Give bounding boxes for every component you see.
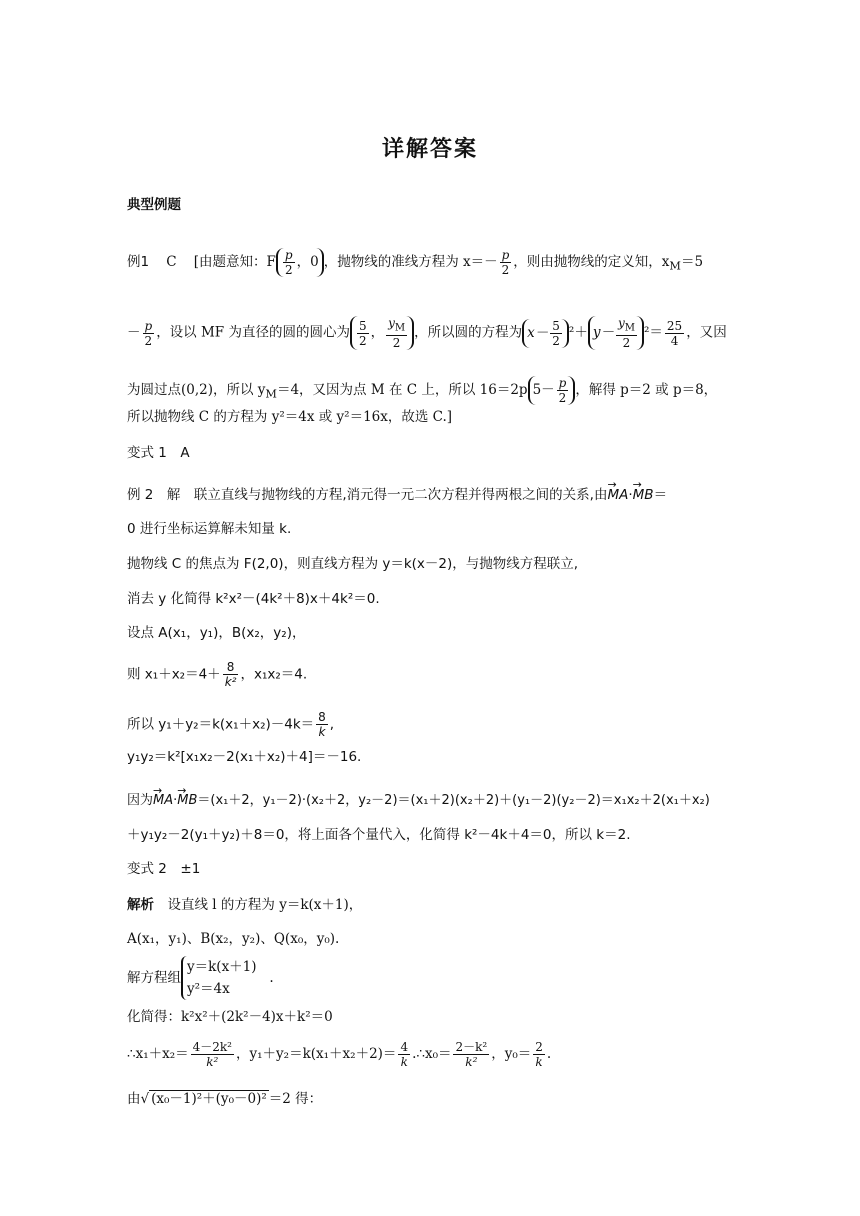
text: ，所以圆的方程为 bbox=[414, 324, 523, 341]
example-1-line-3: 为圆过点(0,2)，所以 $y_M=4$，又因为点 M 在 C 上，所以 16＝2p 5－ $\frac{p}{2}$ ，解得 p＝2 或 p＝8， bbox=[127, 376, 718, 405]
variant-2-line-2: A(x₁，y₁)、B(x₂，y₂)、Q(x₀，y₀). bbox=[127, 931, 340, 947]
variant-2-line-3: 解方程组 y＝k(x＋1) y²＝4x . bbox=[127, 956, 274, 1000]
vector-MB: → MB bbox=[177, 793, 197, 808]
variant-2-line-5: ∴x₁＋x₂＝ $\frac{\text{4－2k²}}{\text{k²}}$ ，y₁＋y₂＝k(x₁＋x₂＋2)＝ $\frac{4}{k}$ .∴x₀＝ $\frac{\text{2－k²}}{\text{k²}}$ ，y₀＝ $\frac{2}{k}$ . bbox=[127, 1040, 552, 1069]
text: ＝5 bbox=[680, 254, 704, 270]
text: [由题意知：F bbox=[193, 254, 276, 270]
paren-group: $\frac{p}{2}$ ，0 bbox=[276, 248, 324, 277]
example-2-line-10: ＋y₁y₂－2(y₁＋y₂)＋8＝0，将上面各个量代入，化简得 k²－4k＋4＝0，所以 k＝2. bbox=[127, 827, 631, 843]
example-label: 例1 bbox=[127, 254, 150, 270]
text: ，则由抛物线的定义知，x bbox=[513, 254, 670, 270]
example-2-line-4: 消去 y 化简得 k²x²－(4k²＋8)x＋4k²＝0. bbox=[127, 591, 380, 607]
example-2-line-8: y₁y₂＝k²[x₁x₂－2(x₁＋x₂)＋4]＝－16. bbox=[127, 749, 362, 765]
fraction: $\frac{25}{4}$ bbox=[666, 318, 683, 348]
vector-MA: → MA bbox=[607, 487, 628, 503]
radical: (x₀－1)²＋(y₀－0)² bbox=[151, 1091, 267, 1107]
text: ，设以 MF 为直径的圆的圆心为 bbox=[156, 324, 350, 341]
paren-group: $\frac{5}{2}$ ， $\frac{y_M}{2}$ bbox=[350, 316, 414, 350]
paren-group: x－ $\frac{5}{2}$ bbox=[522, 319, 569, 348]
example-2-line-5: 设点 A(x₁，y₁)，B(x₂，y₂)， bbox=[127, 625, 306, 641]
paren-group: 5－ $\frac{p}{2}$ bbox=[528, 376, 576, 405]
equation-system: y＝k(x＋1) y²＝4x bbox=[181, 956, 257, 1000]
section-heading: 典型例题 bbox=[127, 197, 181, 213]
example-2-line-6: 则 x₁＋x₂＝4＋ $\frac{8}{\text{k²}}$ ，x₁x₂＝4. bbox=[127, 660, 308, 689]
answer-letter: C bbox=[166, 254, 177, 270]
fraction: $\frac{p}{2}$ bbox=[144, 318, 153, 348]
example-2-line-9: 因为→ MA·→ MB＝(x₁＋2，y₁－2)·(x₂＋2，y₂－2)＝(x₁＋2)(x₂＋2)＋(y₁－2)(y₂－2)＝x₁x₂＋2(x₁＋x₂) bbox=[127, 792, 710, 810]
variant-2-line-4: 化简得：k²x²＋(2k²－4)x＋k²＝0 bbox=[127, 1009, 333, 1025]
variant-1: 变式 1 A bbox=[127, 445, 190, 461]
example-1-line-4: 所以抛物线 C 的方程为 y²＝4x 或 y²＝16x，故选 C.] bbox=[127, 409, 453, 425]
variant-2-line-1: 解析 设直线 l 的方程为 y＝k(x＋1)， bbox=[127, 897, 363, 913]
paren-group: y－ $\frac{y_M}{2}$ bbox=[588, 316, 644, 350]
text: ，又因 bbox=[686, 324, 727, 341]
example-1-line-2: － $\frac{p}{2}$ ，设以 MF 为直径的圆的圆心为 $\frac{5}{2}$ ， $\frac{y_M}{2}$ ，所以圆的方程为 x－ $\frac{5}{2}$ ²＋ y－ $\frac{y_M}{2}$ ²＝ $\frac{25}{4}$ ，又因 bbox=[127, 316, 727, 351]
vector-MB: → MB bbox=[633, 487, 654, 503]
example-2-line-1: 例 2 解 联立直线与抛物线的方程,消元得一元二次方程并得两根之间的关系,由→ MA·→ MB＝ bbox=[127, 486, 667, 504]
fraction: $\frac{p}{2}$ bbox=[284, 248, 293, 277]
example-1-line-1: 例1 C [由题意知：F $\frac{p}{2}$ ，0 ，抛物线的准线方程为 x＝－ $\frac{p}{2}$ ，则由抛物线的定义知，$x_M=5$ bbox=[127, 248, 704, 277]
page-title: 详解答案 bbox=[381, 137, 478, 162]
example-2-line-2: 0 进行坐标运算解未知量 k. bbox=[127, 521, 292, 537]
fraction: $\frac{p}{2}$ bbox=[501, 248, 510, 277]
text: ，抛物线的准线方程为 x＝－ bbox=[323, 254, 498, 270]
example-2-line-7: 所以 y₁＋y₂＝k(x₁＋x₂)－4k＝ $\frac{8}{k}$ , bbox=[127, 710, 335, 739]
variant-2-title: 变式 2 ±1 bbox=[127, 861, 201, 877]
vector-MA: → MA bbox=[153, 793, 173, 808]
example-2-line-3: 抛物线 C 的焦点为 F(2,0)，则直线方程为 y＝k(x－2)，与抛物线方程联立, bbox=[127, 556, 579, 572]
variant-2-line-6: 由√ (x₀－1)²＋(y₀－0)² ＝2 得： bbox=[127, 1091, 323, 1107]
